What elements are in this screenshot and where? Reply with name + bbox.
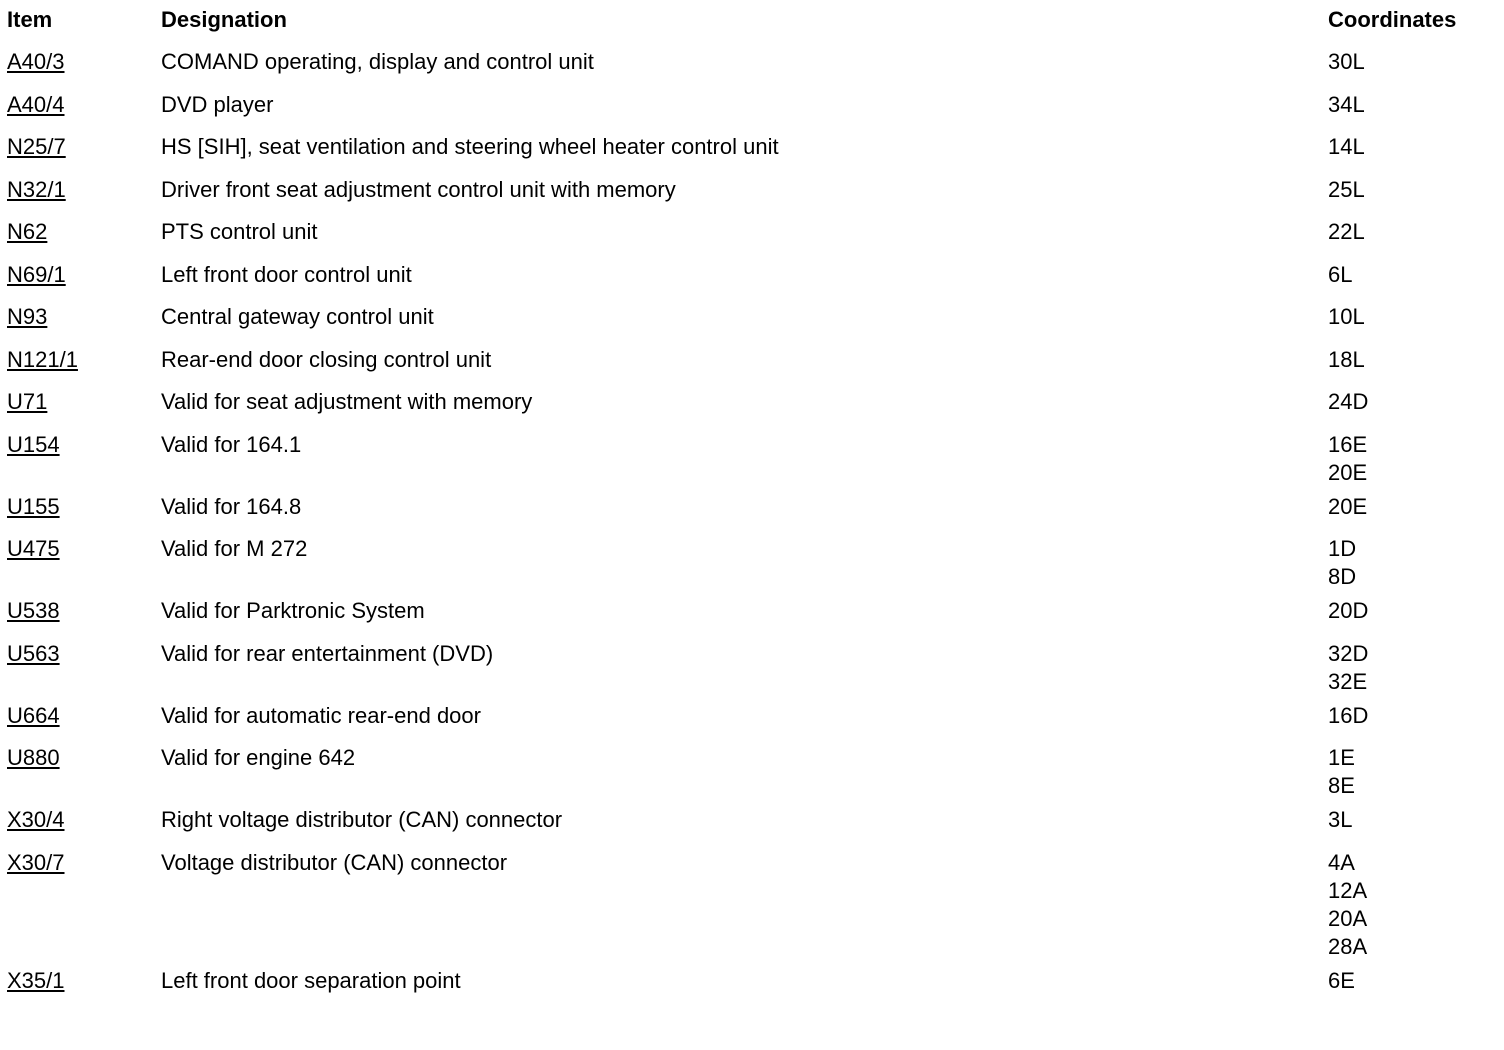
item-cell <box>0 261 161 289</box>
designation-column-header: Designation <box>161 7 287 32</box>
coordinate-value: 1E <box>1328 745 1355 770</box>
item-column-header: Item <box>7 7 53 32</box>
item-cell <box>0 744 161 772</box>
coordinate-value: 34L <box>1328 91 1365 117</box>
coordinates-cell <box>1328 493 1504 521</box>
coordinate-value: 10L <box>1328 304 1365 329</box>
coordinate-value: 1D <box>1328 536 1357 561</box>
coordinates-cell <box>1328 218 1504 246</box>
coordinate-value: 20E <box>1328 459 1368 485</box>
coordinate-value: 25L <box>1328 176 1365 202</box>
designation-cell: Left front door separation point <box>161 967 461 993</box>
coordinates-cell <box>1328 48 1504 76</box>
table-row <box>0 340 1504 383</box>
designation-cell: Left front door control unit <box>161 261 412 287</box>
designation-cell: DVD player <box>161 91 274 117</box>
designation-cell: Central gateway control unit <box>161 304 434 329</box>
item-link[interactable]: U475 <box>7 536 60 561</box>
coordinate-value: 20E <box>1328 493 1368 519</box>
coordinates-cell <box>1328 702 1504 730</box>
coordinates-cell <box>1328 388 1504 416</box>
coordinate-value: 32D <box>1328 640 1369 666</box>
table-row <box>0 382 1504 425</box>
coordinate-value: 30L <box>1328 49 1365 74</box>
coordinate-value: 3L <box>1328 807 1353 832</box>
coordinates-cell <box>1328 597 1504 625</box>
coordinate-value: 18L <box>1328 346 1365 372</box>
coordinate-value: 28A <box>1328 933 1368 959</box>
designation-cell: COMAND operating, display and control unit <box>161 49 594 74</box>
item-link[interactable]: N25/7 <box>7 134 66 159</box>
table-row <box>0 961 1504 1004</box>
coordinate-value: 32E <box>1328 668 1368 694</box>
item-cell <box>0 176 161 204</box>
table-row <box>0 255 1504 298</box>
table-row <box>0 843 1504 961</box>
designation-cell: Valid for M 272 <box>161 536 308 561</box>
coordinates-cell <box>1328 261 1504 289</box>
designation-cell: Valid for 164.1 <box>161 431 302 457</box>
designation-cell: Valid for rear entertainment (DVD) <box>161 640 494 666</box>
item-link[interactable]: N121/1 <box>7 346 78 372</box>
item-cell <box>0 849 161 877</box>
table-row <box>0 297 1504 340</box>
designation-cell: HS [SIH], seat ventilation and steering wheel heater control unit <box>161 134 779 159</box>
designation-cell: Valid for engine 642 <box>161 745 356 770</box>
designation-cell: Valid for automatic rear-end door <box>161 702 481 728</box>
designation-cell: Rear-end door closing control unit <box>161 346 492 372</box>
designation-cell: Driver front seat adjustment control unit with memory <box>161 176 676 202</box>
item-link[interactable]: X30/7 <box>7 849 65 875</box>
coordinates-cell <box>1328 176 1504 204</box>
designation-cell: Valid for 164.8 <box>161 493 302 519</box>
coordinate-value: 16D <box>1328 702 1369 728</box>
coordinate-value: 12A <box>1328 877 1368 903</box>
item-cell <box>0 535 161 563</box>
item-cell <box>0 303 161 331</box>
coordinate-value: 22L <box>1328 219 1365 244</box>
item-link[interactable]: U154 <box>7 431 60 457</box>
coordinates-cell <box>1328 535 1504 591</box>
table-row <box>0 696 1504 739</box>
table-row <box>0 170 1504 213</box>
item-link[interactable]: U880 <box>7 745 60 770</box>
designation-cell: Voltage distributor (CAN) connector <box>161 849 508 875</box>
item-cell <box>0 493 161 521</box>
coordinates-cell <box>1328 806 1504 834</box>
item-cell <box>0 806 161 834</box>
table-row <box>0 591 1504 634</box>
table-row <box>0 127 1504 170</box>
coordinate-value: 6E <box>1328 967 1355 993</box>
coordinates-cell <box>1328 91 1504 119</box>
coordinate-value: 6L <box>1328 261 1353 287</box>
coordinates-cell <box>1328 431 1504 487</box>
item-link[interactable]: X35/1 <box>7 967 65 993</box>
coordinates-cell <box>1328 640 1504 696</box>
designation-cell: Right voltage distributor (CAN) connector <box>161 807 563 832</box>
coordinates-cell <box>1328 303 1504 331</box>
table-row <box>0 738 1504 800</box>
table-row <box>0 42 1504 85</box>
item-link[interactable]: U538 <box>7 598 60 623</box>
coordinates-cell <box>1328 967 1504 995</box>
table-row <box>0 212 1504 255</box>
coordinates-cell <box>1328 346 1504 374</box>
item-link[interactable]: U664 <box>7 702 60 728</box>
item-cell <box>0 346 161 374</box>
item-link[interactable]: A40/3 <box>7 49 65 74</box>
table-row <box>0 487 1504 530</box>
coordinates-cell <box>1328 133 1504 161</box>
designation-cell: Valid for seat adjustment with memory <box>161 389 533 414</box>
table-row <box>0 425 1504 487</box>
item-cell <box>0 431 161 459</box>
table-row <box>0 529 1504 591</box>
item-cell <box>0 91 161 119</box>
item-link[interactable]: N32/1 <box>7 176 66 202</box>
coordinates-cell <box>1328 849 1504 961</box>
table-row <box>0 800 1504 843</box>
table-row <box>0 85 1504 128</box>
item-cell <box>0 218 161 246</box>
item-cell <box>0 48 161 76</box>
coordinate-value: 8D <box>1328 564 1357 589</box>
coordinate-value: 16E <box>1328 431 1368 457</box>
item-cell <box>0 640 161 668</box>
designation-cell: Valid for Parktronic System <box>161 598 425 623</box>
table-body <box>0 42 1504 1003</box>
table-header <box>0 0 1504 42</box>
coordinate-value: 4A <box>1328 849 1355 875</box>
designation-cell: PTS control unit <box>161 219 318 244</box>
item-cell <box>0 388 161 416</box>
item-link[interactable]: U155 <box>7 493 60 519</box>
item-link[interactable]: A40/4 <box>7 91 65 117</box>
item-cell <box>0 967 161 995</box>
item-link[interactable]: N62 <box>7 219 48 244</box>
coordinate-value: 14L <box>1328 134 1365 159</box>
item-link[interactable]: X30/4 <box>7 807 65 832</box>
item-link[interactable]: N93 <box>7 304 48 329</box>
coordinate-value: 8E <box>1328 773 1355 798</box>
item-cell <box>0 702 161 730</box>
item-link[interactable]: N69/1 <box>7 261 66 287</box>
item-cell <box>0 597 161 625</box>
coordinate-value: 24D <box>1328 389 1369 414</box>
table-row <box>0 634 1504 696</box>
item-link[interactable]: U71 <box>7 389 48 414</box>
item-link[interactable]: U563 <box>7 640 60 666</box>
coordinates-cell <box>1328 744 1504 800</box>
item-cell <box>0 133 161 161</box>
coordinate-value: 20D <box>1328 598 1369 623</box>
coordinate-value: 20A <box>1328 905 1368 931</box>
coordinates-column-header: Coordinates <box>1328 7 1457 32</box>
